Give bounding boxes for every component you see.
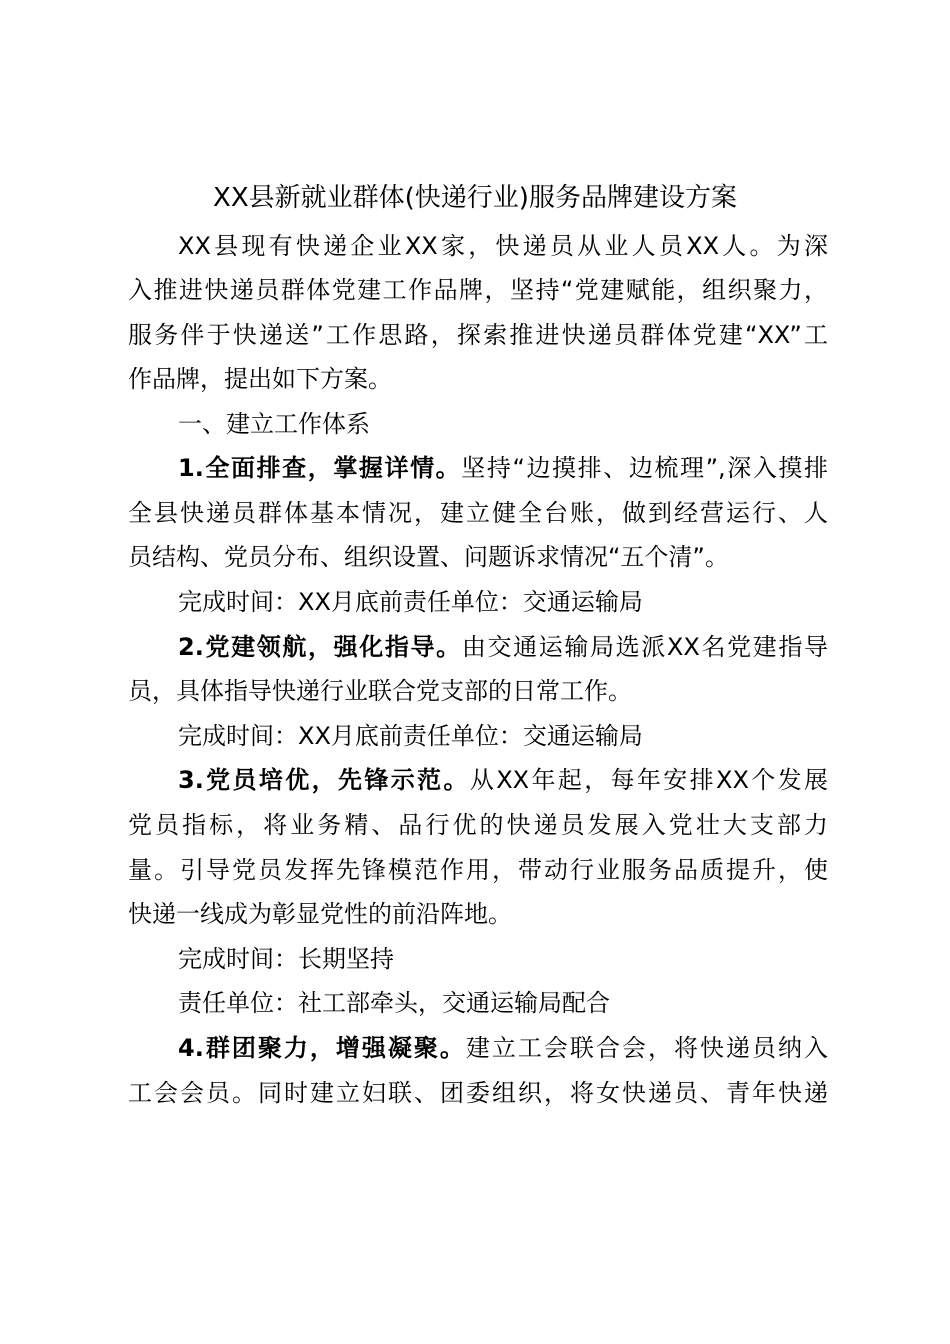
item-2-text: 由交通运输局选派XX名党建指导 [461, 633, 828, 661]
intro-line: XX县现有快递企业XX家，快递员从业人员XX人。为深 [178, 232, 828, 260]
intro-line: 入推进快递员群体党建工作品牌，坚持“党建赋能，组织聚力， [128, 276, 828, 304]
document-title: XX县新就业群体(快递行业)服务品牌建设方案 [213, 183, 737, 213]
item-3-line: 量。引导党员发挥先锋模范作用，带动行业服务品质提升，使 [128, 856, 828, 884]
item-3-line: 快递一线成为彰显党性的前沿阵地。 [128, 900, 512, 928]
item-3-text: 从XX年起，每年安排XX个发展 [469, 766, 828, 794]
item-2-lead: 2.党建领航，强化指导。 [178, 633, 462, 661]
item-3-first-line [178, 758, 828, 802]
item-1-lead: 1.全面排查，掌握详情。 [178, 454, 462, 482]
item-1-line: 全县快递员群体基本情况，建立健全台账，做到经营运行、人 [128, 499, 828, 527]
section-heading: 一、建立工作体系 [178, 410, 370, 438]
item-1-completion: 完成时间：XX月底前责任单位：交通运输局 [178, 588, 643, 616]
item-3-lead: 3.党员培优，先锋示范。 [178, 766, 470, 794]
item-4-lead: 4.群团聚力，增强凝聚。 [178, 1034, 466, 1062]
item-2-first-line [178, 625, 828, 669]
item-4-line: 工会会员。同时建立妇联、团委组织，将女快递员、青年快递 [128, 1079, 828, 1107]
item-1-line: 员结构、党员分布、组织设置、问题诉求情况“五个清”。 [128, 543, 729, 571]
item-4-first-line [178, 1026, 828, 1070]
item-1-first-line [178, 446, 828, 490]
item-2-line: 员，具体指导快递行业联合党支部的日常工作。 [128, 677, 632, 705]
intro-line: 作品牌，提出如下方案。 [128, 365, 392, 393]
item-2-completion: 完成时间：XX月底前责任单位：交通运输局 [178, 722, 643, 750]
item-1-text: 坚持“边摸排、边梳理”,深入摸排 [461, 454, 828, 482]
intro-line: 服务伴于快递送”工作思路，探索推进快递员群体党建“XX”工 [128, 321, 828, 349]
item-3-completion: 完成时间：长期坚持 [178, 945, 394, 973]
item-3-line: 党员指标，将业务精、品行优的快递员发展入党壮大支部力 [128, 811, 828, 839]
item-4-text: 建立工会联合会，将快递员纳入 [465, 1034, 828, 1062]
item-3-responsible: 责任单位：社工部牵头，交通运输局配合 [178, 989, 610, 1017]
